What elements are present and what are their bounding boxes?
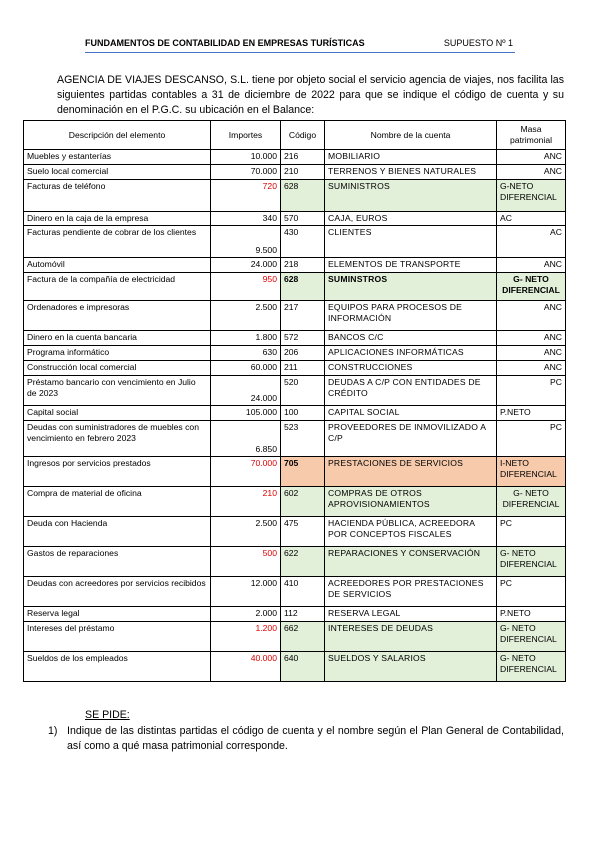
cell-desc: Reserva legal <box>24 607 211 622</box>
table-row <box>24 301 566 331</box>
table-row <box>24 165 566 180</box>
cell-desc: Construcción local comercial <box>24 361 211 376</box>
cell-importe: 70.000 <box>211 165 281 180</box>
cell-desc: Deuda con Hacienda <box>24 517 211 547</box>
cell-masa: ANC <box>497 361 566 376</box>
table-row <box>24 577 566 607</box>
cell-importe: 1.800 <box>211 331 281 346</box>
table-row <box>24 258 566 273</box>
cell-masa: ANC <box>497 301 566 331</box>
cell-nombre: INTERESES DE DEUDAS <box>325 622 497 652</box>
table-row <box>24 376 566 406</box>
cell-codigo: 520 <box>281 376 325 406</box>
table-row <box>24 421 566 457</box>
cell-codigo: 640 <box>281 652 325 682</box>
cell-masa: G-NETO DIFERENCIAL <box>497 180 566 212</box>
table-row <box>24 150 566 165</box>
table-row <box>24 346 566 361</box>
cell-masa: ANC <box>497 346 566 361</box>
cell-codigo: 662 <box>281 622 325 652</box>
table-row <box>24 607 566 622</box>
cell-desc: Deudas con acreedores por servicios recibidos <box>24 577 211 607</box>
cell-desc: Compra de material de oficina <box>24 487 211 517</box>
cell-desc: Capital social <box>24 406 211 421</box>
cell-desc: Ingresos por servicios prestados <box>24 457 211 487</box>
cell-codigo: 100 <box>281 406 325 421</box>
cell-importe: 60.000 <box>211 361 281 376</box>
cell-desc: Muebles y estanterías <box>24 150 211 165</box>
question-text: Indique de las distintas partidas el código de cuenta y el nombre según el Plan General de Contabilidad, así como a qué masa patrimonial corresponde. <box>67 725 564 752</box>
cell-codigo: 112 <box>281 607 325 622</box>
cell-desc: Suelo local comercial <box>24 165 211 180</box>
cell-codigo: 218 <box>281 258 325 273</box>
cell-codigo: 523 <box>281 421 325 457</box>
cell-codigo: 217 <box>281 301 325 331</box>
header-descripcion: Descripción del elemento <box>24 121 211 150</box>
cell-nombre: PROVEEDORES DE INMOVILIZADO A C/P <box>325 421 497 457</box>
cell-nombre: CLIENTES <box>325 226 497 258</box>
table-row <box>24 361 566 376</box>
cell-masa: ANC <box>497 150 566 165</box>
cell-nombre: COMPRAS DE OTROS APROVISIONAMIENTOS <box>325 487 497 517</box>
cell-importe: 950 <box>211 273 281 301</box>
header-codigo: Código <box>281 121 325 150</box>
cell-nombre: MOBILIARIO <box>325 150 497 165</box>
cell-importe: 9.500 <box>211 226 281 258</box>
table-row <box>24 457 566 487</box>
cell-masa: G- NETO DIFERENCIAL <box>497 273 566 301</box>
cell-importe: 500 <box>211 547 281 577</box>
cell-importe: 24.000 <box>211 376 281 406</box>
cell-importe: 24.000 <box>211 258 281 273</box>
table-row <box>24 180 566 212</box>
cell-nombre: REPARACIONES Y CONSERVACIÓN <box>325 547 497 577</box>
cell-nombre: DEUDAS A C/P CON ENTIDADES DE CRÉDITO <box>325 376 497 406</box>
cell-desc: Ordenadores e impresoras <box>24 301 211 331</box>
cell-nombre: TERRENOS Y BIENES NATURALES <box>325 165 497 180</box>
question-number: 1) <box>48 725 58 737</box>
cell-desc: Facturas pendiente de cobrar de los clientes <box>24 226 211 258</box>
table-row <box>24 517 566 547</box>
table-header-row <box>24 121 566 150</box>
question-item <box>48 724 564 754</box>
table-row <box>24 212 566 226</box>
cell-importe: 70.000 <box>211 457 281 487</box>
cell-desc: Deudas con suministradores de muebles con vencimiento en febrero 2023 <box>24 421 211 457</box>
cell-importe: 630 <box>211 346 281 361</box>
cell-codigo: 622 <box>281 547 325 577</box>
page-header <box>85 37 515 53</box>
cell-masa: I-NETO DIFERENCIAL <box>497 457 566 487</box>
cell-masa: G- NETO DIFERENCIAL <box>497 487 566 517</box>
cell-nombre: CAJA, EUROS <box>325 212 497 226</box>
header-nombre: Nombre de la cuenta <box>325 121 497 150</box>
se-pide-heading: SE PIDE: <box>85 709 130 721</box>
cell-nombre: ELEMENTOS DE TRANSPORTE <box>325 258 497 273</box>
cell-codigo: 628 <box>281 273 325 301</box>
cell-codigo: 705 <box>281 457 325 487</box>
cell-codigo: 410 <box>281 577 325 607</box>
table-row <box>24 331 566 346</box>
cell-desc: Intereses del préstamo <box>24 622 211 652</box>
cell-nombre: RESERVA LEGAL <box>325 607 497 622</box>
case-number: SUPUESTO Nº 1 <box>443 38 513 48</box>
cell-importe: 105.000 <box>211 406 281 421</box>
table-row <box>24 652 566 682</box>
cell-nombre: ACREEDORES POR PRESTACIONES DE SERVICIOS <box>325 577 497 607</box>
cell-desc: Dinero en la caja de la empresa <box>24 212 211 226</box>
cell-nombre: CONSTRUCCIONES <box>325 361 497 376</box>
cell-codigo: 570 <box>281 212 325 226</box>
cell-nombre: CAPITAL SOCIAL <box>325 406 497 421</box>
cell-importe: 340 <box>211 212 281 226</box>
cell-nombre: SUELDOS Y SALARIOS <box>325 652 497 682</box>
cell-importe: 10.000 <box>211 150 281 165</box>
cell-desc: Factura de la compañía de electricidad <box>24 273 211 301</box>
cell-desc: Automóvil <box>24 258 211 273</box>
cell-importe: 40.000 <box>211 652 281 682</box>
cell-codigo: 475 <box>281 517 325 547</box>
cell-importe: 2.500 <box>211 301 281 331</box>
table-row <box>24 622 566 652</box>
cell-masa: PC <box>497 421 566 457</box>
cell-nombre: SUMINISTROS <box>325 180 497 212</box>
cell-masa: G- NETO DIFERENCIAL <box>497 547 566 577</box>
table-row <box>24 487 566 517</box>
table-row <box>24 547 566 577</box>
cell-importe: 2.500 <box>211 517 281 547</box>
cell-masa: PC <box>497 517 566 547</box>
cell-masa: P.NETO <box>497 607 566 622</box>
intro-paragraph: AGENCIA DE VIAJES DESCANSO, S.L. tiene por objeto social el servicio agencia de viajes, nos facilita las siguientes partidas contables a 31 de diciembre de 2022 para que se indique el código de cuenta y su denominación en el P.G.C. su ubicación en el Balance: <box>57 74 564 116</box>
cell-desc: Préstamo bancario con vencimiento en Julio de 2023 <box>24 376 211 406</box>
cell-desc: Sueldos de los empleados <box>24 652 211 682</box>
table-row <box>24 273 566 301</box>
cell-masa: PC <box>497 577 566 607</box>
cell-desc: Dinero en la cuenta bancaria <box>24 331 211 346</box>
header-masa: Masa patrimonial <box>497 121 566 150</box>
cell-desc: Programa informático <box>24 346 211 361</box>
course-title: FUNDAMENTOS DE CONTABILIDAD EN EMPRESAS TURÍSTICAS <box>85 38 365 48</box>
cell-importe: 720 <box>211 180 281 212</box>
cell-masa: P.NETO <box>497 406 566 421</box>
cell-masa: ANC <box>497 165 566 180</box>
cell-nombre: EQUIPOS PARA PROCESOS DE INFORMACIÓN <box>325 301 497 331</box>
cell-codigo: 216 <box>281 150 325 165</box>
cell-codigo: 628 <box>281 180 325 212</box>
table-row <box>24 226 566 258</box>
cell-masa: G- NETO DIFERENCIAL <box>497 622 566 652</box>
cell-masa: ANC <box>497 258 566 273</box>
cell-masa: PC <box>497 376 566 406</box>
table-row <box>24 406 566 421</box>
cell-importe: 12.000 <box>211 577 281 607</box>
cell-masa: G- NETO DIFERENCIAL <box>497 652 566 682</box>
cell-codigo: 210 <box>281 165 325 180</box>
cell-nombre: HACIENDA PÚBLICA, ACREEDORA POR CONCEPTOS FISCALES <box>325 517 497 547</box>
cell-masa: AC <box>497 226 566 258</box>
cell-importe: 210 <box>211 487 281 517</box>
cell-nombre: SUMINSTROS <box>325 273 497 301</box>
accounts-table <box>23 120 566 682</box>
cell-importe: 1.200 <box>211 622 281 652</box>
cell-importe: 2.000 <box>211 607 281 622</box>
cell-codigo: 430 <box>281 226 325 258</box>
cell-masa: AC <box>497 212 566 226</box>
cell-codigo: 206 <box>281 346 325 361</box>
cell-desc: Facturas de teléfono <box>24 180 211 212</box>
cell-importe: 6.850 <box>211 421 281 457</box>
cell-nombre: BANCOS C/C <box>325 331 497 346</box>
cell-codigo: 602 <box>281 487 325 517</box>
cell-desc: Gastos de reparaciones <box>24 547 211 577</box>
cell-nombre: APLICACIONES INFORMÁTICAS <box>325 346 497 361</box>
cell-masa: ANC <box>497 331 566 346</box>
cell-codigo: 572 <box>281 331 325 346</box>
cell-codigo: 211 <box>281 361 325 376</box>
cell-nombre: PRESTACIONES DE SERVICIOS <box>325 457 497 487</box>
header-importes: Importes <box>211 121 281 150</box>
